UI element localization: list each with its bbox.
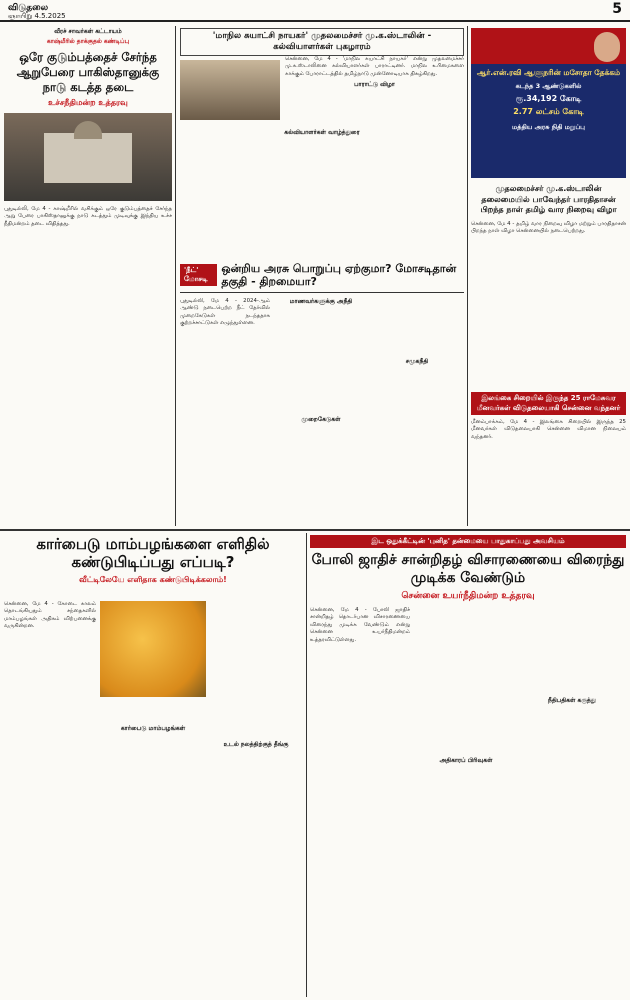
caste-headline: போலி ஜாதிச் சான்றிதழ் விசாரணையை விரைந்து முடிக்க வேண்டும் [311,552,625,586]
left-kicker-2: காஷ்மீரில் தாக்குதல் கண்டிப்பு [46,38,130,45]
chief-minister-photo [180,60,280,120]
caste-col-1: சென்னை, மே 4 - போலி ஜாதிச் சான்றிதழ் தொடர்பான விசாரணையை விரைந்து முடிக்க வேண்டும் என்று சென்னை உயர்நீதிமன்றம் உத்தரவிட்டுள்ளது. [310,607,410,643]
neet-story [180,262,464,526]
caste-col-2 [416,607,516,993]
mango-headline: கார்பைடு மாம்பழங்களை எளிதில் கண்டுபிடிப்பது எப்படி? [36,535,270,571]
advert-line-3: 2.77 லட்சம் கோடி [513,107,584,116]
left-kicker-1: வீரச் சாவர்கள் கட்டாயம் [54,28,122,35]
advert-title: ஆர்.என்.ரவி ஆளுநரின் மசோதா தேக்கம் [476,68,621,77]
center-body: சென்னை, மே 4 - 'மாநில சுயாட்சி நாயகர்' என்று முதலமைச்சர் மு.க.ஸ்டாலினை கல்வியாளர்கள் பாராட்டினர். மாநில உரிமைகளை காக்கும் போராட்டத்தில் தமிழ்நாடு முன்னோடியாக திகழ்கிறது. [285,56,464,77]
mango-col-2 [100,705,206,991]
advert-photo [471,28,626,64]
column-divider [306,533,307,997]
caste-sub-2: நீதிபதிகள் கருத்து [548,697,596,704]
caste-subhead: சென்னை உயர்நீதிமன்ற உத்தரவு [401,591,535,601]
page-number: 5 [612,1,622,17]
masthead [0,0,630,22]
column-divider [467,26,468,526]
center-sub-1: பாராட்டு விழா [354,81,395,89]
caste-col-3 [522,607,622,993]
neet-col-2 [276,298,366,524]
neet-rule [180,292,464,293]
neet-sub-1: மாணவர்களுக்கு அநீதி [289,298,353,305]
center-sub-2: கல்வியாளர்கள் வாழ்த்துரை [284,129,360,137]
neet-badge: 'நீட்' மோசடி [180,264,217,286]
left-body: புதுடில்லி, மே 4 - காஷ்மீரில் வசிக்கும் ஒரே குடும்பத்தைச் சேர்ந்த ஆறு பேரை பாகிஸ்தானுக்கு நாடு கடத்தும் முடிவுக்கு இந்திய உச்ச நீதிமன்றம் தடை விதித்தது. [4,206,172,227]
issue-date: ஞாயிறு 4.5.2025 [8,12,66,20]
paper-name: விடுதலை [8,3,49,13]
right-headline-2: இலங்கை சிறையில் இருந்த 25 ராமேசுவர மீனவர்கள் விடுதலையாகி சென்னை வந்தனர் [471,392,626,415]
right-advert [471,28,626,178]
right-body: சென்னை, மே 4 - தமிழ் வார நிறைவு விழா மற்றும் பாரதிதாசன் பிறந்த நாள் விழா சென்னையில் நடைபெற்றது. [471,220,626,234]
right-story [471,184,626,384]
center-headline: 'மாநில சுயாட்சி நாயகர்' முதலமைச்சர் மு.க.ஸ்டாலின் - கல்வியாளர்கள் புகழாரம் [180,28,464,56]
caste-sub-1: அதிகாரப் பிரிவுகள் [439,757,493,764]
right-story-2 [471,392,626,526]
neet-sub-2: முறைகேடுகள் [301,416,341,423]
neet-heading-row [180,262,464,288]
neet-col-1: புதுடில்லி, மே 4 - 2024-ஆம் ஆண்டு நடைபெற்ற நீட் தேர்வில் முறைகேடுகள் நடந்ததாக குற்றச்சாட்டுகள் எழுந்துள்ளன. [180,298,270,327]
neet-headline: ஒன்றிய அரசு பொறுப்பு ஏற்குமா? மோசடிதான் தகுதி - திறமையா? [221,262,457,288]
mango-col-3 [210,601,302,991]
left-headline: ஒரே குடும்பத்தைச் சேர்ந்த ஆறுபேரை பாகிஸ்தானுக்கு நாடு கடத்த தடை [16,50,160,94]
mango-photo [100,601,206,697]
supreme-court-photo [4,113,172,201]
caste-kicker: இட ஒதுக்கீட்டின் 'புனித' தன்மையை பாதுகாப்பது அவசியம் [310,535,626,548]
center-story [180,28,464,258]
advert-line-1: கடந்த 3 ஆண்டுகளில் [515,82,582,90]
mango-col-1: சென்னை, மே 4 - கோடை காலம் தொடங்கியதும் சந்தைகளில் மாம்பழங்கள் அதிகம் விற்பனைக்கு வருகின்றன. [4,601,96,630]
column-divider [175,26,176,526]
advert-line-2: ரூ.34,192 கோடி [515,94,582,103]
left-story [4,28,172,526]
neet-col-3 [372,298,462,524]
mango-sub-1: கார்பைடு மாம்பழங்கள் [120,725,186,732]
right-headline: முதலமைச்சர் மு.க.ஸ்டாலின் தலைமையில் பாவேந்தர் பாரதிதாசன் பிறந்த நாள் தமிழ் வார நிறைவு விழா [480,184,617,214]
section-divider [0,529,630,531]
advert-line-4: மத்திய அரசு நிதி மறுப்பு [511,123,586,131]
right-body-2: மீனம்பாக்கம், மே 4 - இலங்கை சிறையில் இருந்த 25 மீனவர்கள் விடுதலையாகி சென்னை விமான நிலையம் வந்தனர். [471,419,626,440]
mango-subhead: வீட்டிலேயே எளிதாக கண்டுபிடிக்கலாம்! [79,575,227,584]
left-subhead: உச்சநீதிமன்ற உத்தரவு [48,98,128,107]
mango-sub-2: உடல் நலத்திற்குத் தீங்கு [223,741,289,748]
neet-sub-3: சமூகநீதி [405,358,429,365]
mango-story [4,535,302,997]
caste-story [310,535,626,997]
